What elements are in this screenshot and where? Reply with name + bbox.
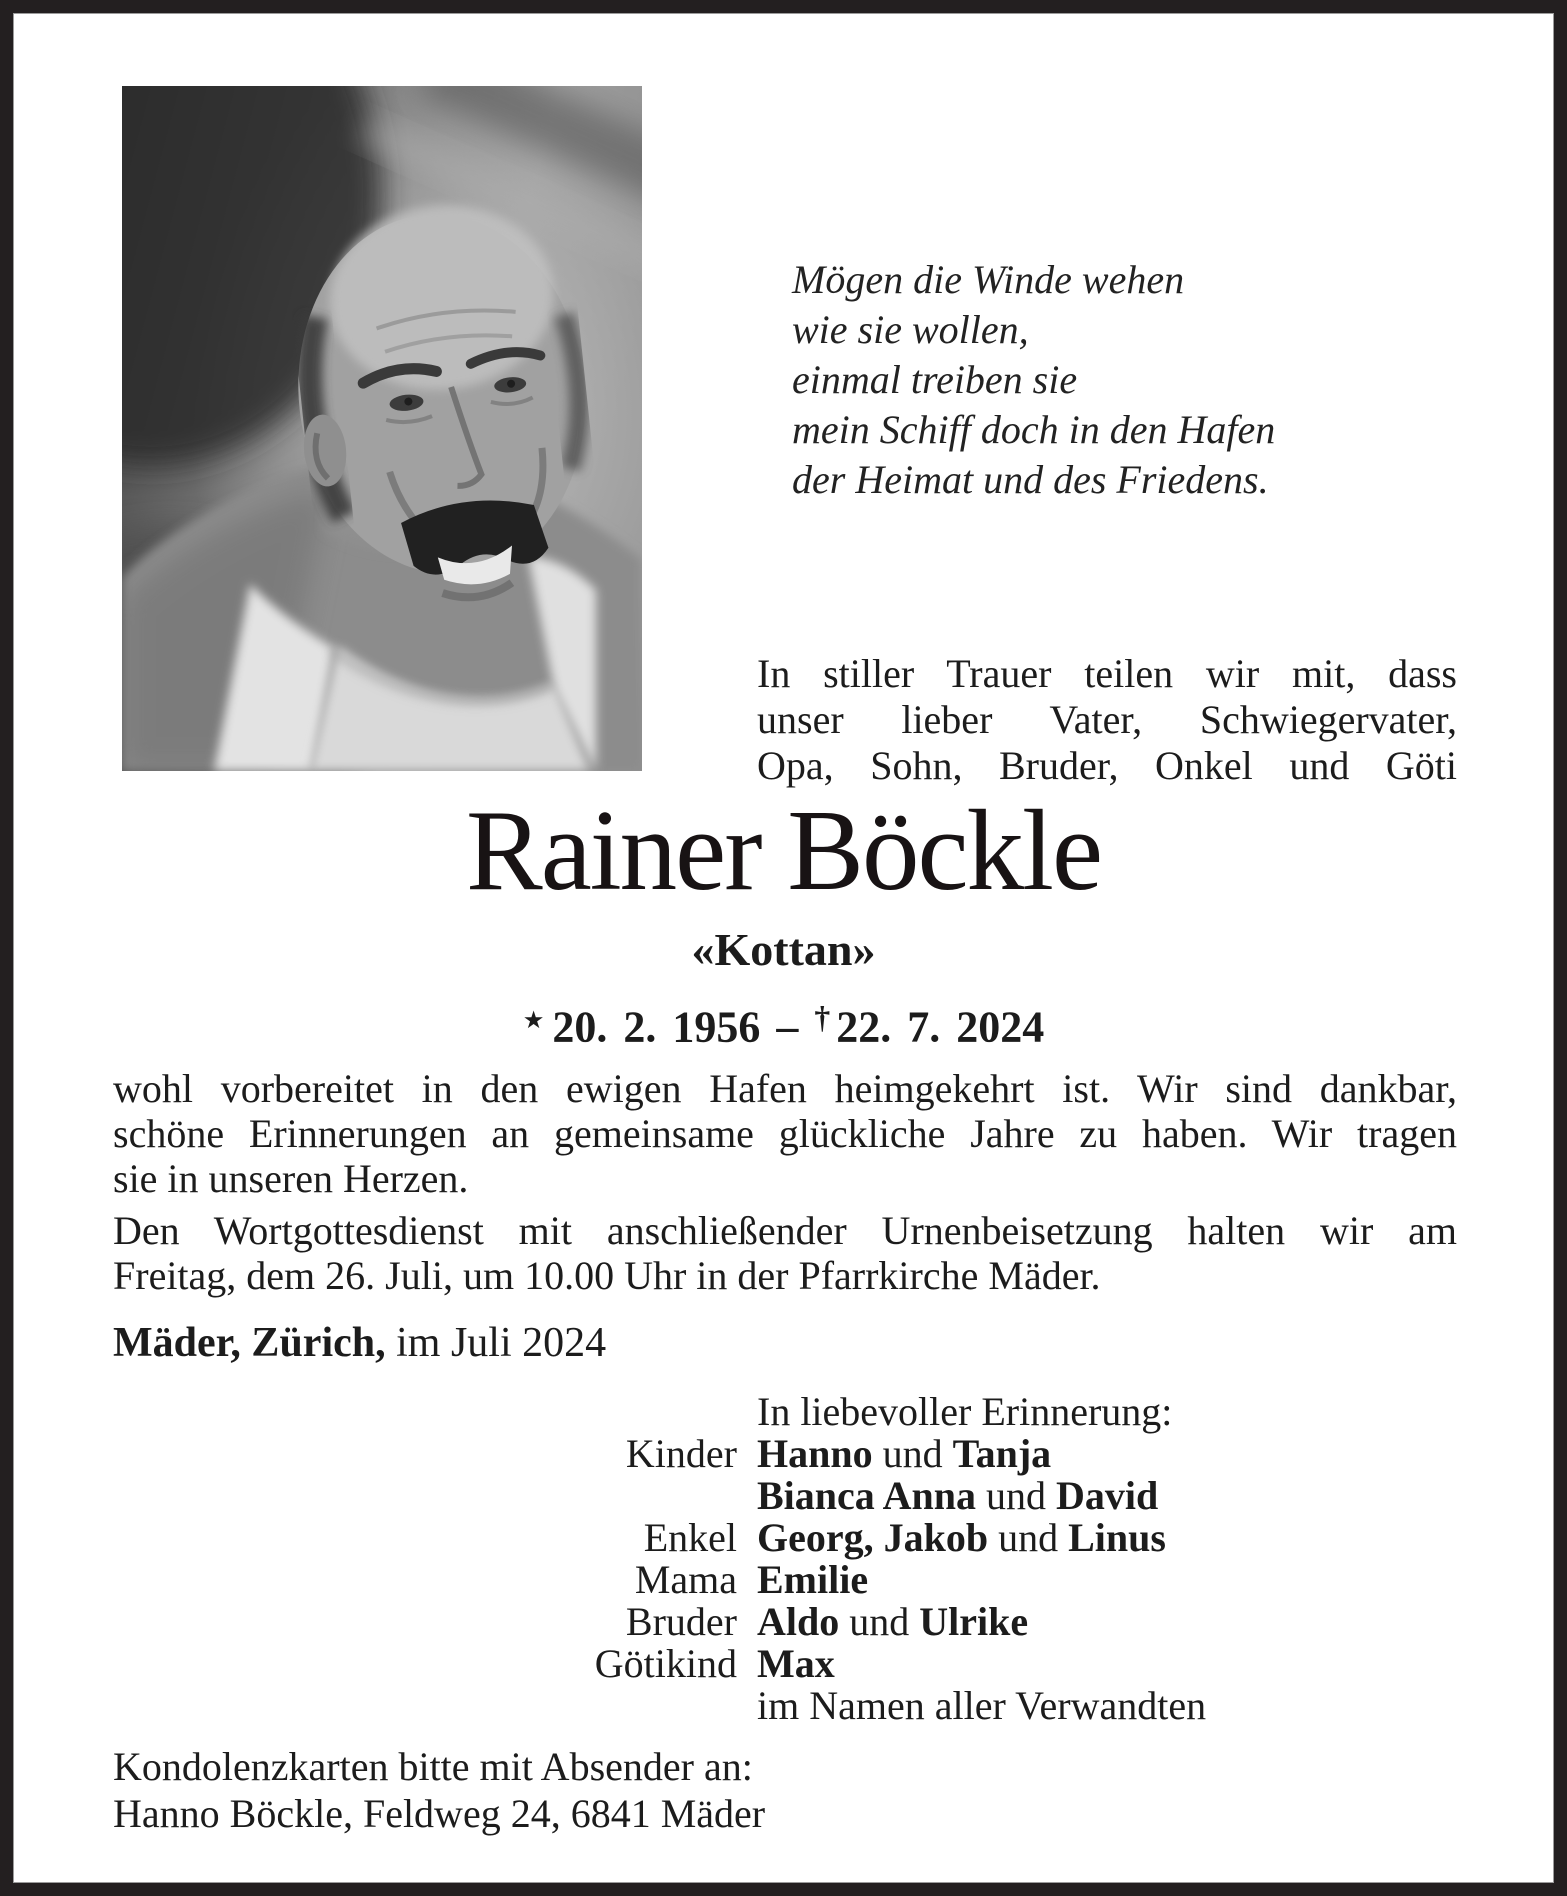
text-line: In stiller Trauer teilen wir mit, dass (757, 651, 1457, 696)
deceased-nickname: «Kottan» (691, 924, 876, 975)
place-dateline (113, 1320, 606, 1366)
text-line: mein Schiff doch in den Hafen (792, 407, 1276, 452)
life-dates (13, 993, 1554, 1052)
family-member-name: Bianca Anna (757, 1473, 976, 1518)
family-member-name: Linus (1068, 1515, 1166, 1560)
text-line: wohl vorbereitet in den ewigen Hafen heimgekehrt ist. Wir sind dankbar, (113, 1066, 1457, 1111)
relation-names (757, 1685, 1457, 1727)
announcement-paragraph-1 (113, 1066, 1457, 1201)
relation-label: Enkel (643, 1515, 737, 1560)
condolence-address (113, 1743, 765, 1837)
memorial-verse (792, 255, 1275, 505)
text-line: Opa, Sohn, Bruder, Onkel und Göti (757, 743, 1457, 788)
text-line: der Heimat und des Friedens. (792, 457, 1269, 502)
service-paragraph (113, 1208, 1457, 1298)
name-connector: und (872, 1431, 953, 1476)
relation-names (757, 1517, 1457, 1559)
text-line: Kondolenzkarten bitte mit Absender an: (113, 1744, 753, 1789)
relation-label: Mama (634, 1557, 737, 1602)
relation-names (757, 1559, 1457, 1601)
birth-star-symbol: ★ (522, 1006, 545, 1034)
text-line: einmal treiben sie (792, 357, 1078, 402)
name-connector: im Namen aller Verwandten (757, 1683, 1207, 1728)
family-member-name: Max (757, 1641, 835, 1686)
family-member-name: Georg, Jakob (757, 1515, 989, 1560)
relation-names (757, 1643, 1457, 1685)
text-line: wie sie wollen, (792, 307, 1029, 352)
text-line: sie in unseren Herzen. (113, 1156, 469, 1201)
family-member-name: Emilie (757, 1557, 869, 1602)
death-date: 22. 7. 2024 (836, 1002, 1045, 1052)
relation-label: Bruder (625, 1599, 737, 1644)
text-line: schöne Erinnerungen an gemeinsame glückliche Jahre zu haben. Wir tragen (113, 1111, 1457, 1156)
name-connector: und (975, 1473, 1056, 1518)
remembrance-header: In liebevoller Erinnerung: (757, 1389, 1173, 1434)
relation-label (460, 1475, 737, 1517)
relation-label: Kinder (625, 1431, 737, 1476)
family-member-name: Ulrike (919, 1599, 1029, 1644)
portrait-photo-graphic (122, 86, 642, 771)
death-cross-symbol: † (814, 1000, 831, 1035)
text-line: Den Wortgottesdienst mit anschließender Urnenbeisetzung halten wir am (113, 1208, 1457, 1253)
family-member-name: David (1055, 1473, 1159, 1518)
relation-label: Götikind (594, 1641, 737, 1686)
relation-label (460, 1685, 737, 1727)
relation-names (757, 1601, 1457, 1643)
announcement-intro (757, 651, 1457, 789)
remembrance-list (460, 1391, 1457, 1727)
name-connector: und (988, 1515, 1069, 1560)
family-member-name: Aldo (757, 1599, 840, 1644)
family-member-name: Tanja (952, 1431, 1052, 1476)
family-member-name: Hanno (757, 1431, 873, 1476)
portrait-photo (122, 86, 642, 771)
text-line: Mögen die Winde wehen (792, 257, 1185, 302)
dateline-place: Mäder, Zürich, (113, 1320, 386, 1366)
birth-date: 20. 2. 1956 (552, 1002, 761, 1052)
text-line: unser lieber Vater, Schwiegervater, (757, 697, 1457, 742)
dateline-date: im Juli 2024 (385, 1320, 607, 1366)
relation-names (757, 1433, 1457, 1475)
text-line: Freitag, dem 26. Juli, um 10.00 Uhr in der Pfarrkirche Mäder. (113, 1253, 1101, 1298)
name-connector: und (839, 1599, 920, 1644)
relation-names (757, 1475, 1457, 1517)
dates-separator: – (776, 1002, 799, 1052)
deceased-name: Rainer Böckle (465, 787, 1102, 914)
text-line: Hanno Böckle, Feldweg 24, 6841 Mäder (113, 1791, 766, 1836)
